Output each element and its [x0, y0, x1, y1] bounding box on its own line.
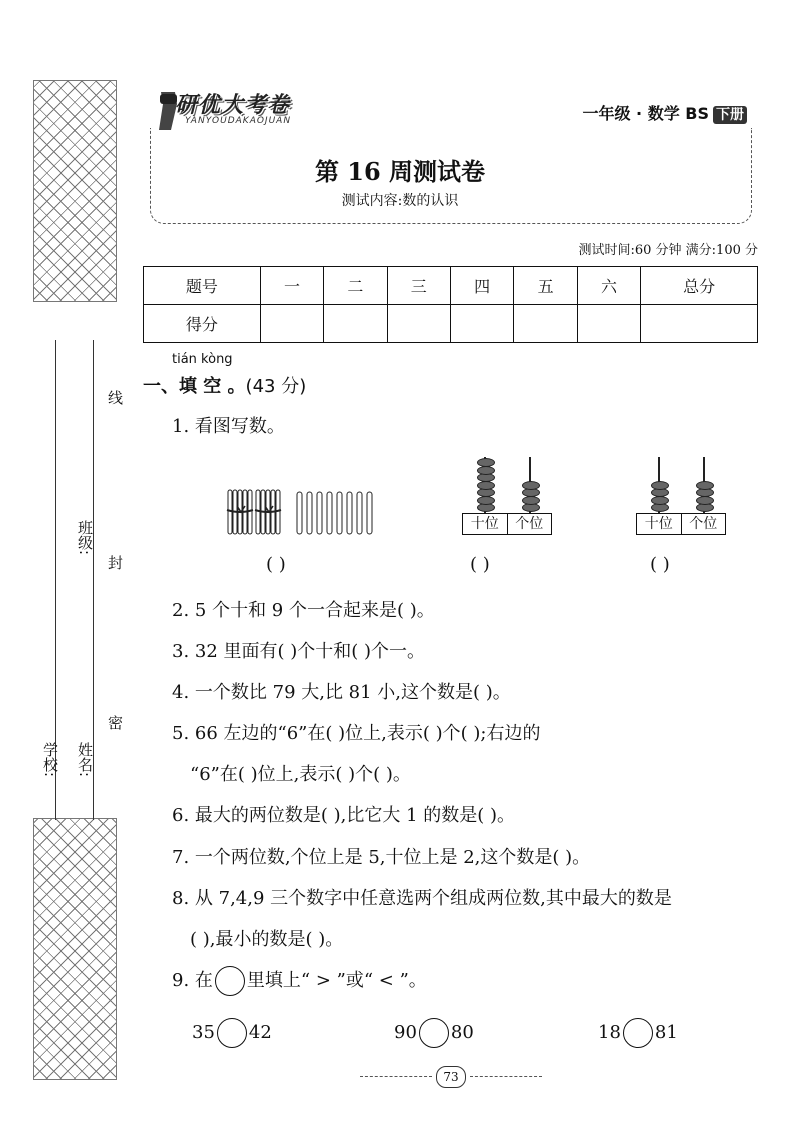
question-6: 6. 最大的两位数是( ),比它大 1 的数是( )。 — [172, 805, 516, 826]
compare-circle[interactable] — [419, 1018, 449, 1048]
header-cell: 二 — [324, 267, 387, 305]
header-cell: 总分 — [641, 267, 758, 305]
row-label: 得分 — [144, 305, 261, 343]
question-2: 2. 5 个十和 9 个一合起来是( )。 — [172, 600, 435, 621]
score-cell[interactable] — [641, 305, 758, 343]
footer-dash-right — [470, 1076, 542, 1077]
name-label: 姓名: — [76, 742, 94, 778]
page-subtitle: 测试内容:数的认识 — [341, 193, 459, 209]
compare-pair-1 — [192, 1018, 272, 1048]
score-row — [144, 305, 758, 343]
compare-left: 90 — [394, 1022, 417, 1043]
compare-right: 80 — [450, 1022, 474, 1043]
question-1: 1. 看图写数。 — [172, 416, 285, 437]
question-3: 3. 32 里面有( )个十和( )个一。 — [172, 641, 426, 662]
abacus-place-box — [462, 513, 552, 535]
header-cell: 三 — [387, 267, 450, 305]
tens-label: 十位 — [470, 516, 499, 532]
answer-blank-1a[interactable]: ( ) — [266, 554, 286, 575]
score-cell[interactable] — [450, 305, 513, 343]
q9-suffix: 里填上“ > ”或“ < ”。 — [246, 970, 427, 991]
header-cell: 五 — [514, 267, 577, 305]
header-cell: 四 — [450, 267, 513, 305]
header-cell: 六 — [577, 267, 640, 305]
q9-prefix: 9. 在 — [172, 970, 213, 991]
header-cell: 一 — [260, 267, 323, 305]
abacus-bead — [696, 481, 714, 490]
question-8: 8. 从 7,4,9 三个数字中任意选两个组成两位数,其中最大的数是 — [172, 888, 672, 909]
binding-margin — [33, 80, 117, 1080]
grade-text: 一年级 · 数学 BS — [582, 104, 709, 123]
compare-pair-3 — [598, 1018, 678, 1048]
question-9 — [172, 966, 427, 996]
volume-tag: 下册 — [713, 106, 747, 124]
score-table — [143, 266, 758, 343]
header-cell: 题号 — [144, 267, 261, 305]
answer-blank-1b[interactable]: ( ) — [470, 554, 490, 575]
score-cell[interactable] — [324, 305, 387, 343]
abacus-bead — [651, 481, 669, 490]
compare-circle[interactable] — [623, 1018, 653, 1048]
score-cell[interactable] — [514, 305, 577, 343]
compare-left: 35 — [192, 1022, 215, 1043]
score-header-row — [144, 267, 758, 305]
page-footer — [360, 1066, 545, 1086]
abacus-place-box — [636, 513, 726, 535]
logo-text: 研优大考卷 — [175, 93, 291, 118]
hatch-pattern-bottom — [33, 818, 117, 1080]
brand-logo — [155, 88, 320, 132]
question-5: 5. 66 左边的“6”在( )位上,表示( )个( );右边的 — [172, 723, 541, 744]
footer-dash-left — [360, 1076, 432, 1077]
compare-left: 18 — [598, 1022, 621, 1043]
abacus-bead — [477, 458, 495, 467]
abacus-bead — [522, 481, 540, 490]
page-number: 73 — [436, 1066, 466, 1088]
circle-icon — [215, 966, 245, 996]
margin-tight-word: 密 — [106, 715, 124, 730]
compare-right: 42 — [248, 1022, 272, 1043]
score-cell[interactable] — [260, 305, 323, 343]
ones-label: 个位 — [681, 514, 726, 534]
margin-seal-word: 封 — [106, 555, 124, 570]
compare-pair-2 — [394, 1018, 474, 1048]
tens-label: 十位 — [644, 516, 673, 532]
ones-label: 个位 — [507, 514, 552, 534]
logo-subtext: YANYOUDAKAOJUAN — [185, 116, 292, 126]
section-pinyin: tián kòng — [172, 352, 233, 367]
score-cell[interactable] — [387, 305, 450, 343]
test-meta: 测试时间:60 分钟 满分:100 分 — [578, 243, 758, 258]
section-points: (43 分) — [245, 376, 307, 397]
question-4: 4. 一个数比 79 大,比 81 小,这个数是( )。 — [172, 682, 511, 703]
answer-blank-1c[interactable]: ( ) — [650, 554, 670, 575]
compare-right: 81 — [654, 1022, 678, 1043]
score-cell[interactable] — [577, 305, 640, 343]
school-label: 学校: — [41, 742, 59, 778]
abacus-1 — [462, 455, 552, 535]
question-7: 7. 一个两位数,个位上是 5,十位上是 2,这个数是( )。 — [172, 847, 591, 868]
class-label: 班级: — [76, 520, 94, 556]
section-title — [143, 372, 306, 398]
question-8-cont: ( ),最小的数是( )。 — [190, 929, 344, 950]
grade-subject — [582, 101, 747, 124]
section-title-text: 一、填 空 。 — [143, 376, 246, 397]
page-title: 第 16 周测试卷 — [314, 157, 486, 186]
compare-circle[interactable] — [217, 1018, 247, 1048]
abacus-2 — [636, 455, 726, 535]
margin-line-word: 线 — [106, 390, 124, 405]
stick-bundles-icon — [225, 488, 380, 536]
question-5-cont: “6”在( )位上,表示( )个( )。 — [190, 764, 411, 785]
